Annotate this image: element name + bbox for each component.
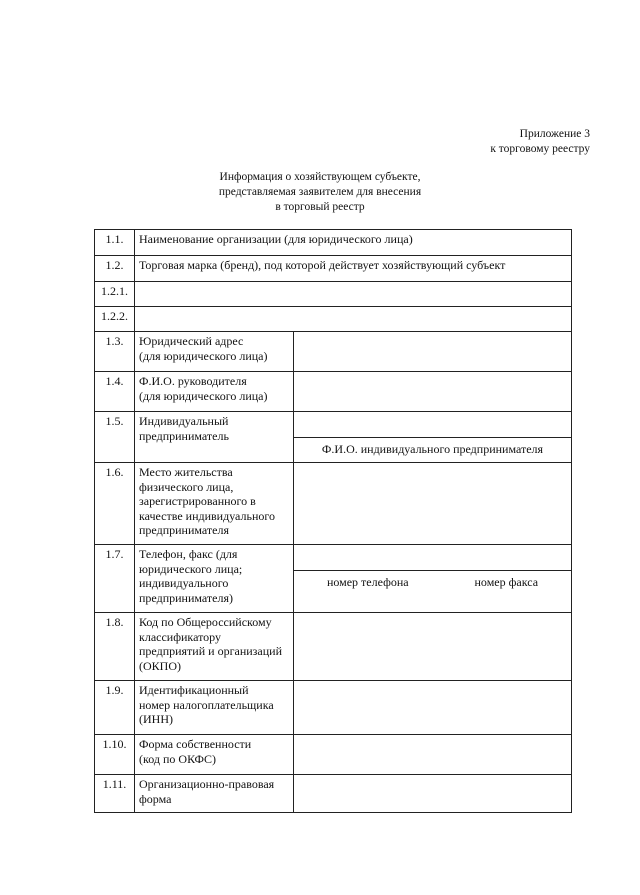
entrepreneur-name-field[interactable] — [294, 412, 571, 438]
legal-form-field[interactable] — [294, 775, 572, 813]
row-number: 1.2.1. — [95, 282, 135, 307]
row-label — [135, 412, 294, 463]
label-line: индивидуального — [139, 576, 229, 590]
label-line: физического лица, — [139, 479, 234, 494]
row-number: 1.2. — [95, 256, 135, 282]
phone-fax-cell — [294, 545, 572, 613]
label-line: Ф.И.О. руководителя — [139, 374, 247, 388]
label-line: классификатору — [139, 629, 222, 644]
row-number: 1.8. — [95, 613, 135, 681]
legal-address-field[interactable] — [294, 332, 572, 372]
title-line-2: представляемая заявителем для внесения — [218, 186, 422, 198]
label-line: Код по Общероссийскому — [139, 615, 272, 629]
label-line: (ИНН) — [139, 712, 173, 726]
fax-caption: номер факса — [474, 575, 539, 589]
label-line: предпринимателя — [139, 523, 229, 537]
appendix-header — [490, 127, 590, 157]
label-line: Место жительства — [139, 465, 233, 479]
entrepreneur-cell — [294, 412, 572, 463]
phone-caption: номер телефона — [326, 575, 409, 589]
label-line: Форма собственности — [139, 737, 252, 751]
label-line: предприниматель — [139, 428, 229, 443]
row-number: 1.5. — [95, 412, 135, 463]
okpo-field[interactable] — [294, 613, 572, 681]
table-row — [95, 775, 572, 813]
label-line: предприятий и организаций — [139, 644, 282, 658]
appendix-reference: к торговому реестру — [490, 143, 590, 155]
label-line: зарегистрированного в — [139, 494, 256, 508]
row-number: 1.10. — [95, 735, 135, 775]
row-label — [135, 463, 294, 545]
table-row — [95, 230, 572, 256]
value-field[interactable] — [135, 307, 572, 332]
row-label — [135, 613, 294, 681]
label-line: Индивидуальный — [139, 414, 229, 428]
row-label — [135, 372, 294, 412]
table-row — [95, 372, 572, 412]
row-number: 1.2.2. — [95, 307, 135, 332]
label-line: Организационно-правовая — [139, 777, 275, 791]
appendix-number: Приложение 3 — [519, 128, 590, 140]
phone-fax-captions — [294, 571, 571, 590]
value-field[interactable] — [135, 282, 572, 307]
row-number: 1.4. — [95, 372, 135, 412]
row-number: 1.6. — [95, 463, 135, 545]
row-number: 1.7. — [95, 545, 135, 613]
row-number: 1.3. — [95, 332, 135, 372]
row-number: 1.1. — [95, 230, 135, 256]
okfs-field[interactable] — [294, 735, 572, 775]
table-row — [95, 307, 572, 332]
row-label: Торговая марка (бренд), под которой действует хозяйствующий субъект — [135, 256, 572, 282]
row-label: Наименование организации (для юридического лица) — [135, 230, 572, 256]
row-label — [135, 735, 294, 775]
label-line: юридического лица; — [139, 561, 243, 576]
row-label — [135, 545, 294, 613]
row-label — [135, 681, 294, 735]
table-row — [95, 256, 572, 282]
title-line-3: в торговый реестр — [275, 201, 365, 213]
label-line: (для юридического лица) — [139, 388, 268, 403]
document-title — [0, 170, 640, 215]
table-row — [95, 463, 572, 545]
label-line: качестве индивидуального — [139, 508, 275, 523]
table-row — [95, 735, 572, 775]
label-line: форма — [139, 791, 172, 806]
title-line-1: Информация о хозяйствующем субъекте, — [219, 171, 421, 183]
table-row — [95, 412, 572, 463]
row-number: 1.11. — [95, 775, 135, 813]
table-row — [95, 282, 572, 307]
residence-field[interactable] — [294, 463, 572, 545]
label-line: предпринимателя) — [139, 590, 233, 605]
table-row — [95, 613, 572, 681]
table-row — [95, 681, 572, 735]
table-row — [95, 545, 572, 613]
director-name-field[interactable] — [294, 372, 572, 412]
registry-form-table — [94, 229, 572, 813]
label-line: (код по ОКФС) — [139, 751, 217, 766]
label-line: (для юридического лица) — [139, 348, 268, 363]
label-line: Юридический адрес — [139, 334, 244, 348]
label-line: (ОКПО) — [139, 658, 181, 673]
row-label — [135, 332, 294, 372]
label-line: Идентификационный — [139, 683, 249, 697]
row-label — [135, 775, 294, 813]
row-number: 1.9. — [95, 681, 135, 735]
inn-field[interactable] — [294, 681, 572, 735]
entrepreneur-caption: Ф.И.О. индивидуального предпринимателя — [321, 442, 544, 456]
table-row — [95, 332, 572, 372]
phone-fax-field[interactable] — [294, 545, 571, 571]
label-line: Телефон, факс (для — [139, 547, 238, 561]
label-line: номер налогоплательщика — [139, 697, 274, 712]
